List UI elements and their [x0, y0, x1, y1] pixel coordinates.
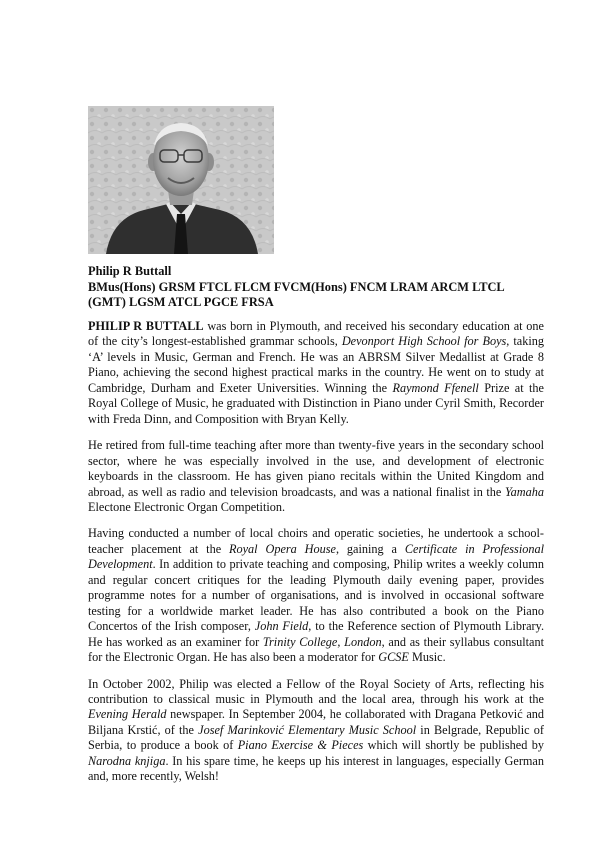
text-run: which will shortly be published by [363, 738, 544, 753]
venue-name: Royal Opera House [229, 541, 336, 556]
text-run: , gaining a [335, 541, 405, 556]
text-run: Music. [408, 650, 446, 665]
publisher-name: Narodna knjiga [88, 753, 166, 768]
certificate-name: Certificate in Professional Development [88, 541, 544, 572]
music-school-name: Josef Marinković Elementary Music School [198, 722, 417, 737]
portrait-photo-icon [88, 106, 274, 254]
paragraph-career [88, 526, 544, 665]
name-heading-block [88, 264, 543, 311]
person-name: Philip R Buttall [88, 264, 172, 278]
text-run: In October 2002, Philip was elected a Fellow of the Royal Society of Arts, reflecting his contribution to classical music in Plymouth and the local area, through his work at the [88, 676, 544, 706]
biography-body [88, 319, 544, 796]
text-run: . In his spare time, he keeps up his interest in languages, especially German and, more recently, Welsh! [88, 753, 544, 784]
brand-name: Yamaha [504, 484, 544, 499]
paragraph-teaching [88, 438, 544, 515]
text-run: , taking ‘A’ levels in Music, German and French. He was an ABRSM Silver Medallist at Grade 8 Piano, achieving the second highest practical marks in the country. He went on to study at Cambridge, Durham and Exeter Universities. Winning the [88, 334, 545, 395]
text-run: , to the Reference section of Plymouth Library. He has worked as an examiner for [88, 619, 545, 649]
name-lead: PHILIP R BUTTALL [88, 319, 204, 333]
prize-name: Raymond Ffenell [392, 380, 479, 395]
portrait-photo [88, 106, 274, 254]
text-run: newspaper. In September 2004, he collaborated with Dragana Petković and Biljana Krstić, of the [88, 707, 545, 737]
exam-name: GCSE [378, 650, 409, 665]
composer-name: John Field [254, 619, 309, 634]
text-run: , and as their syllabus consultant for the Electronic Organ. He has also been a moderator for [88, 634, 544, 665]
text-run: Prize at the Royal College of Music, he graduated with Distinction in Piano under Cyril Smith, Recorder with Freda Dinn, and Composition with Bryan Kelly. [88, 380, 544, 426]
text-run: Having conducted a number of local choirs and operatic societies, he undertook a school-teacher placement at the [88, 526, 544, 556]
newspaper-name: Evening Herald [88, 707, 167, 722]
book-title: Piano Exercise & Pieces [237, 738, 364, 753]
paragraph-early-life [88, 319, 544, 427]
text-run: Electone Electronic Organ Competition. [88, 499, 286, 514]
text-run: in Belgrade, Republic of Serbia, to produce a book of [88, 722, 544, 753]
college-name: Trinity College, London [262, 634, 382, 649]
school-name: Devonport High School for Boys [341, 334, 507, 349]
text-run: was born in Plymouth, and received his secondary education at one of the city’s longest-established grammar schools, [88, 319, 544, 349]
text-run: He retired from full-time teaching after more than twenty-five years in the secondary school sector, where he was especially involved in the use, and development of electronic keyboards in the classroom. He has given piano recitals within the United Kingdom and abroad, as well as radio and television broadcasts, and was a national finalist in the [88, 438, 544, 499]
qualifications-line-1: BMus(Hons) GRSM FTCL FLCM FVCM(Hons) FNCM LRAM ARCM LTCL [88, 279, 505, 294]
text-run: . In addition to private teaching and composing, Philip writes a weekly column and regular concert critiques for the leading Plymouth daily evening paper, provides programme notes for a number of organisations, and is involved in occasional software testing for a worldwide market leader. He has also contributed a book on the Piano Concertos of the Irish composer, [88, 557, 544, 634]
paragraph-recent [88, 677, 544, 785]
qualifications-line-2: (GMT) LGSM ATCL PGCE FRSA [88, 295, 274, 310]
